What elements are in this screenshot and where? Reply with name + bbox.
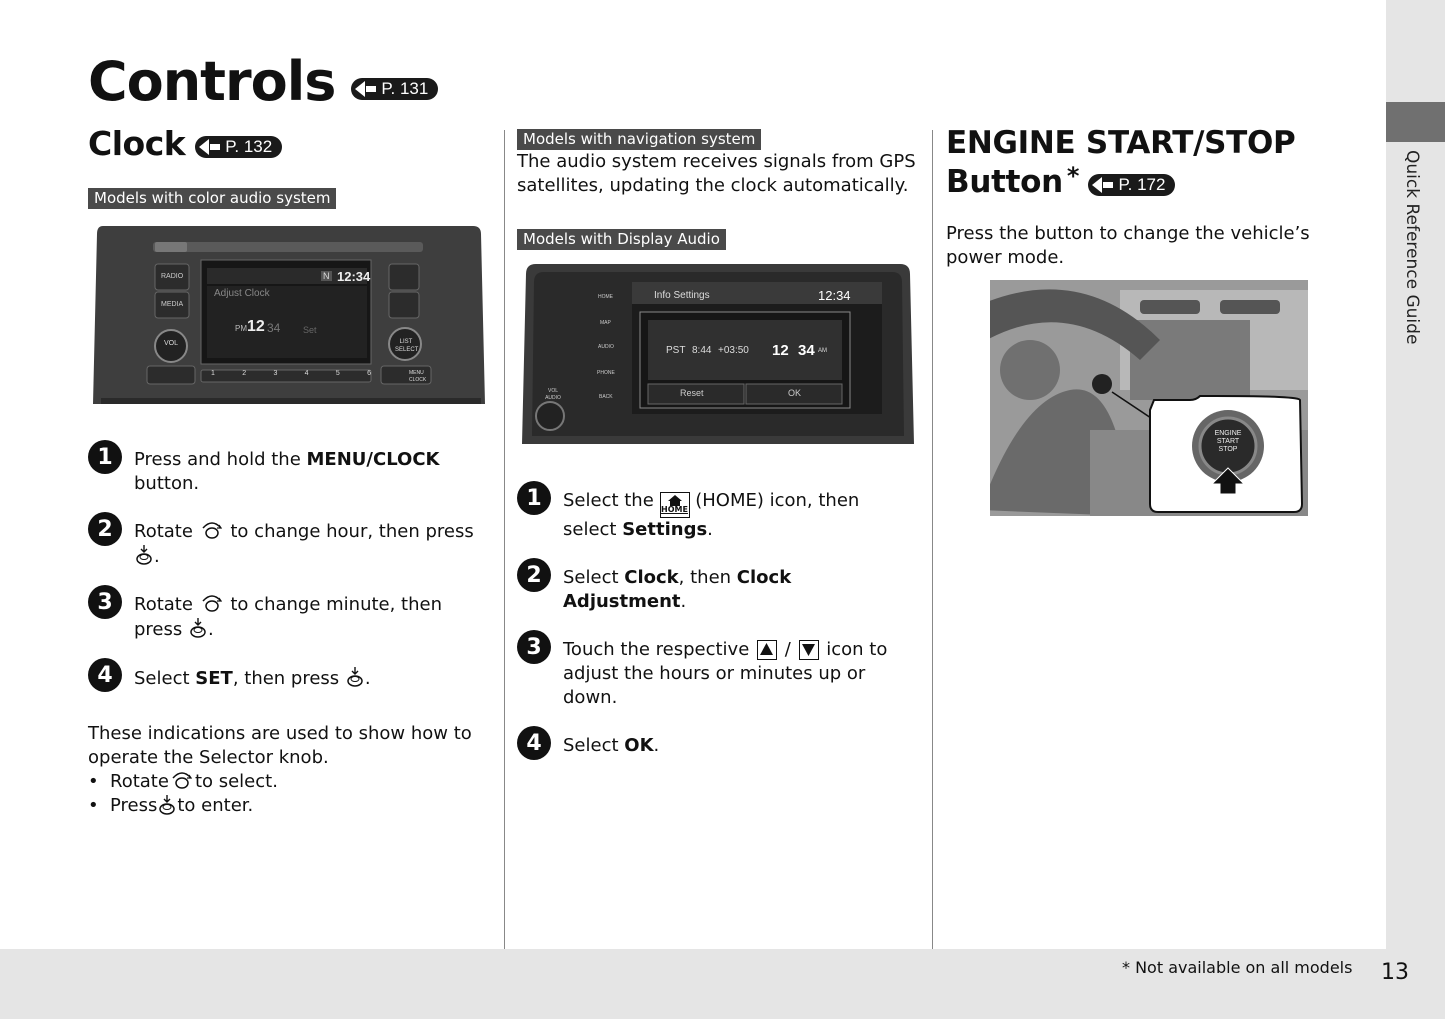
rotate-knob-icon bbox=[169, 770, 195, 790]
preset-button[interactable]: 2 bbox=[242, 370, 247, 377]
rotate-knob-icon bbox=[199, 520, 225, 540]
ref-arrow-icon bbox=[355, 81, 365, 97]
step-number: 4 bbox=[517, 726, 551, 760]
preset-buttons bbox=[211, 370, 371, 377]
nav-text: The audio system receives signals from GPS satellites, updating the clock automatically. bbox=[517, 151, 916, 196]
preset-button[interactable]: 4 bbox=[304, 370, 309, 377]
home-icon: HOME bbox=[660, 492, 690, 518]
step-text: Rotate to change minute, then press . bbox=[134, 594, 443, 640]
clock-step-4 bbox=[88, 662, 488, 692]
screen-mode: N bbox=[323, 271, 330, 281]
display-pst-time: 8:44 bbox=[692, 345, 712, 356]
display-ok-button[interactable]: OK bbox=[788, 388, 802, 398]
display-step-3 bbox=[517, 634, 917, 710]
engine-asterisk: * bbox=[1066, 162, 1079, 190]
engine-heading-line2: Button bbox=[946, 164, 1063, 200]
display-offset: +03:50 bbox=[718, 345, 749, 356]
phone-side-icon[interactable]: PHONE bbox=[597, 370, 615, 376]
engine-text: Press the button to change the vehicle’s power mode. bbox=[946, 223, 1310, 268]
display-pst: PST bbox=[666, 345, 686, 356]
media-button[interactable]: MEDIA bbox=[161, 301, 184, 308]
column-divider-1 bbox=[504, 130, 505, 949]
column-divider-2 bbox=[932, 130, 933, 949]
side-tab-marker bbox=[1386, 102, 1445, 142]
ref-label: P. 131 bbox=[381, 79, 429, 98]
page-number: 13 bbox=[1381, 960, 1409, 985]
press-knob-icon bbox=[345, 666, 365, 688]
display-minute[interactable]: 34 bbox=[798, 342, 815, 359]
step-number: 3 bbox=[88, 585, 122, 619]
display-vol-label: VOL AUDIO bbox=[545, 388, 561, 401]
step-text: Select SET, then press . bbox=[134, 668, 371, 689]
color-audio-unit bbox=[93, 220, 485, 404]
screen-time: 12:34 bbox=[337, 269, 371, 284]
screen-ampm: PM bbox=[235, 324, 247, 333]
display-header: Info Settings bbox=[654, 290, 710, 301]
side-tab-label[interactable]: Quick Reference Guide bbox=[1402, 150, 1422, 345]
engine-start-stop-button[interactable]: ENGINE START STOP bbox=[1214, 430, 1242, 453]
ref-arrow-icon bbox=[1092, 177, 1102, 193]
rotate-knob-icon bbox=[199, 593, 225, 613]
nav-tag: Models with navigation system bbox=[517, 129, 761, 150]
engine-heading bbox=[946, 124, 1346, 202]
display-ampm: AM bbox=[818, 348, 827, 354]
step-number: 1 bbox=[517, 481, 551, 515]
screen-minute: 34 bbox=[267, 321, 281, 335]
back-side-icon[interactable]: BACK bbox=[599, 394, 613, 400]
screen-hour: 12 bbox=[247, 318, 265, 335]
display-reset-button[interactable]: Reset bbox=[680, 388, 704, 398]
radio-button[interactable]: RADIO bbox=[161, 273, 184, 280]
ref-label: P. 172 bbox=[1118, 175, 1166, 194]
preset-button[interactable]: 5 bbox=[335, 370, 340, 377]
menu-clock-button[interactable]: MENU CLOCK bbox=[409, 370, 427, 383]
down-arrow-icon bbox=[799, 640, 819, 660]
step-text: Select Clock, then Clock Adjustment. bbox=[563, 567, 792, 612]
clock-step-3 bbox=[88, 589, 488, 642]
step-number: 4 bbox=[88, 658, 122, 692]
map-side-icon[interactable]: MAP bbox=[600, 320, 611, 326]
display-step-1 bbox=[517, 485, 917, 542]
preset-button[interactable]: 1 bbox=[211, 370, 215, 377]
step-number: 2 bbox=[517, 558, 551, 592]
display-audio-unit bbox=[522, 260, 914, 444]
ref-arrow-icon bbox=[199, 139, 209, 155]
page-title: Controls bbox=[88, 50, 336, 113]
screen-menu-title: Adjust Clock bbox=[214, 288, 270, 299]
page-title-row bbox=[88, 50, 438, 114]
step-number: 1 bbox=[88, 440, 122, 474]
vol-knob[interactable]: VOL bbox=[164, 340, 179, 347]
clock-step-1 bbox=[88, 444, 488, 496]
screen-set: Set bbox=[303, 325, 317, 335]
clock-step-2 bbox=[88, 516, 488, 569]
display-hour[interactable]: 12 bbox=[772, 342, 789, 359]
ref-label: P. 132 bbox=[225, 137, 273, 156]
home-side-icon[interactable]: HOME bbox=[598, 294, 613, 300]
page-ref-link[interactable] bbox=[351, 78, 438, 100]
bullet-press: • Press to enter. bbox=[88, 795, 254, 816]
preset-button[interactable]: 3 bbox=[273, 370, 278, 377]
press-knob-icon bbox=[157, 794, 177, 816]
step-number: 3 bbox=[517, 630, 551, 664]
up-arrow-icon bbox=[757, 640, 777, 660]
bullet-rotate: • Rotate to select. bbox=[88, 771, 278, 792]
step-text: Rotate to change hour, then press . bbox=[134, 521, 474, 567]
clock-heading: Clock bbox=[88, 124, 186, 163]
footnote: * Not available on all models bbox=[1122, 958, 1353, 977]
preset-button[interactable]: 6 bbox=[367, 370, 371, 377]
step-text: Touch the respective / icon to adjust the hours or minutes up or down. bbox=[563, 639, 888, 708]
select-knob[interactable]: LIST SELECT bbox=[395, 339, 419, 353]
display-audio-tag: Models with Display Audio bbox=[517, 229, 726, 250]
engine-photo bbox=[990, 280, 1308, 516]
step-text: Select OK. bbox=[563, 735, 660, 756]
step-text: Select the HOME (HOME) icon, then select Settings. bbox=[563, 490, 860, 540]
engine-ref-link[interactable] bbox=[1088, 174, 1175, 196]
indications-text: These indications are used to show how to operate the Selector knob. bbox=[88, 723, 472, 768]
press-knob-icon bbox=[134, 544, 154, 566]
display-steps bbox=[517, 485, 917, 760]
engine-heading-line1: ENGINE START/STOP bbox=[946, 125, 1296, 161]
clock-ref-link[interactable] bbox=[195, 136, 282, 158]
color-audio-tag: Models with color audio system bbox=[88, 188, 336, 209]
display-step-4 bbox=[517, 730, 917, 760]
clock-steps bbox=[88, 444, 488, 818]
press-knob-icon bbox=[188, 617, 208, 639]
step-text: Press and hold the MENU/CLOCK button. bbox=[134, 449, 440, 494]
step-number: 2 bbox=[88, 512, 122, 546]
clock-heading-row bbox=[88, 124, 282, 164]
audio-side-icon[interactable]: AUDIO bbox=[598, 344, 614, 350]
display-step-2 bbox=[517, 562, 917, 614]
display-time: 12:34 bbox=[818, 288, 851, 303]
